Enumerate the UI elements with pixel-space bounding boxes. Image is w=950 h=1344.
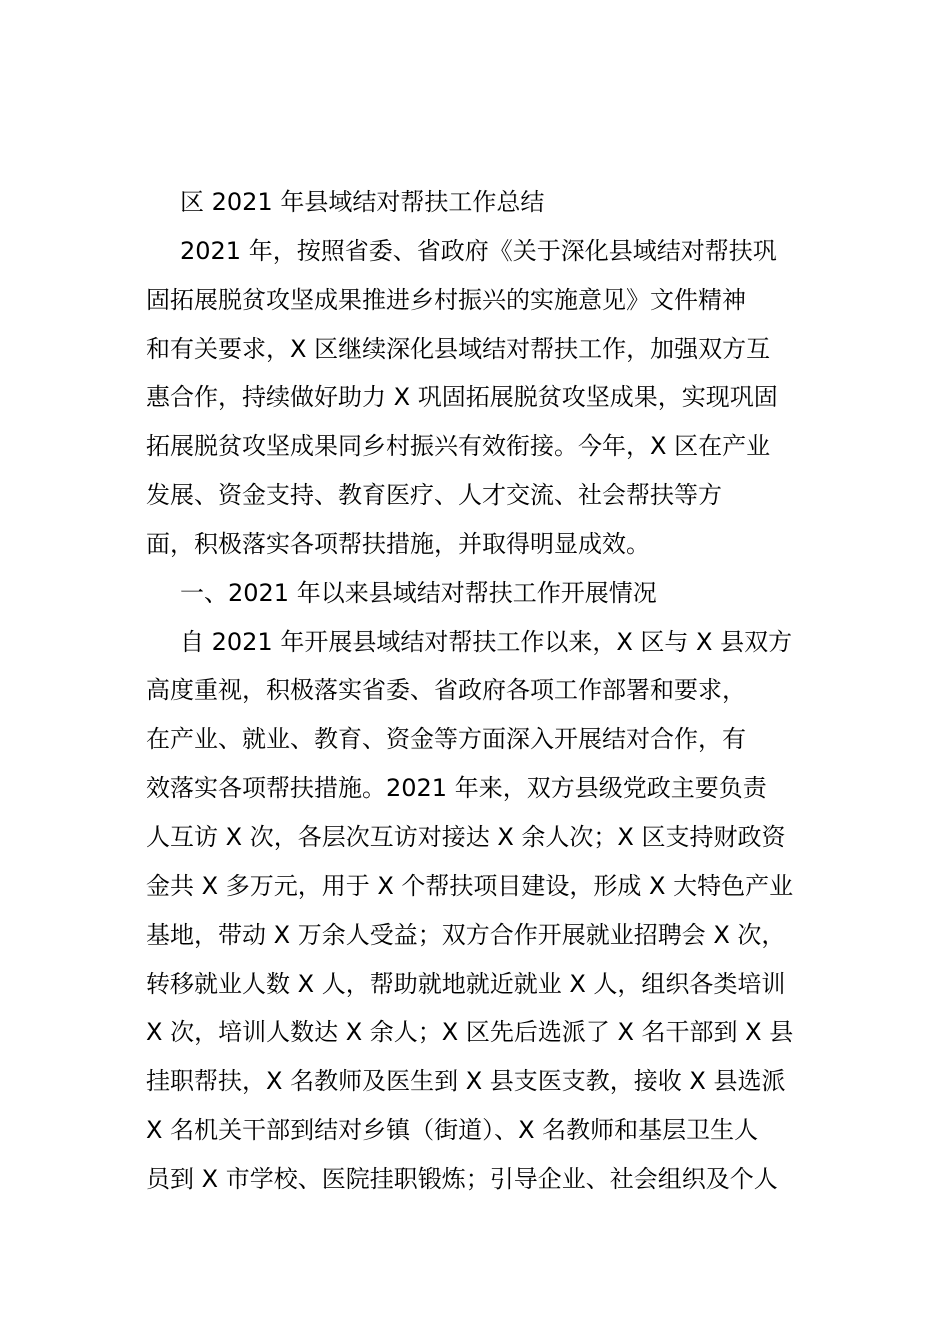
document-title: 区 2021 年县域结对帮扶工作总结 — [180, 188, 545, 216]
paragraph-line: 挂职帮扶，X 名教师及医生到 X 县支医支教，接收 X 县选派 — [146, 1067, 786, 1096]
paragraph-line: 固拓展脱贫攻坚成果推进乡村振兴的实施意见》文件精神 — [146, 285, 746, 314]
paragraph-line: 惠合作，持续做好助力 X 巩固拓展脱贫攻坚成果，实现巩固 — [146, 383, 778, 412]
paragraph-line: 人互访 X 次，各层次互访对接达 X 余人次；X 区支持财政资 — [146, 822, 786, 851]
paragraph-line: 发展、资金支持、教育医疗、人才交流、社会帮扶等方 — [146, 481, 722, 510]
paragraph-line: 自 2021 年开展县域结对帮扶工作以来，X 区与 X 县双方 — [180, 627, 793, 656]
paragraph-line: 拓展脱贫攻坚成果同乡村振兴有效衔接。今年，X 区在产业 — [146, 432, 771, 461]
document-body — [146, 178, 810, 1204]
paragraph-line: 金共 X 多万元，用于 X 个帮扶项目建设，形成 X 大特色产业 — [146, 871, 794, 900]
section-heading: 一、2021 年以来县域结对帮扶工作开展情况 — [180, 578, 657, 607]
paragraph-line: 2021 年，按照省委、省政府《关于深化县域结对帮扶巩 — [180, 236, 777, 265]
paragraph-line: 面，积极落实各项帮扶措施，并取得明显成效。 — [146, 529, 650, 558]
paragraph-line: 员到 X 市学校、医院挂职锻炼；引导企业、社会组织及个人 — [146, 1164, 778, 1193]
paragraph-line: X 名机关干部到结对乡镇（街道）、X 名教师和基层卫生人 — [146, 1116, 759, 1145]
paragraph-line: 和有关要求，X 区继续深化县域结对帮扶工作，加强双方互 — [146, 334, 771, 363]
paragraph-line: X 次，培训人数达 X 余人；X 区先后选派了 X 名干部到 X 县 — [146, 1018, 794, 1047]
paragraph-line: 基地，带动 X 万余人受益；双方合作开展就业招聘会 X 次， — [146, 920, 786, 949]
paragraph-line: 在产业、就业、教育、资金等方面深入开展结对合作，有 — [146, 725, 746, 754]
paragraph-line: 效落实各项帮扶措施。2021 年来，双方县级党政主要负责 — [146, 774, 767, 803]
paragraph-line: 转移就业人数 X 人，帮助就地就近就业 X 人，组织各类培训 — [146, 969, 786, 998]
paragraph-line: 高度重视，积极落实省委、省政府各项工作部署和要求， — [146, 676, 746, 705]
